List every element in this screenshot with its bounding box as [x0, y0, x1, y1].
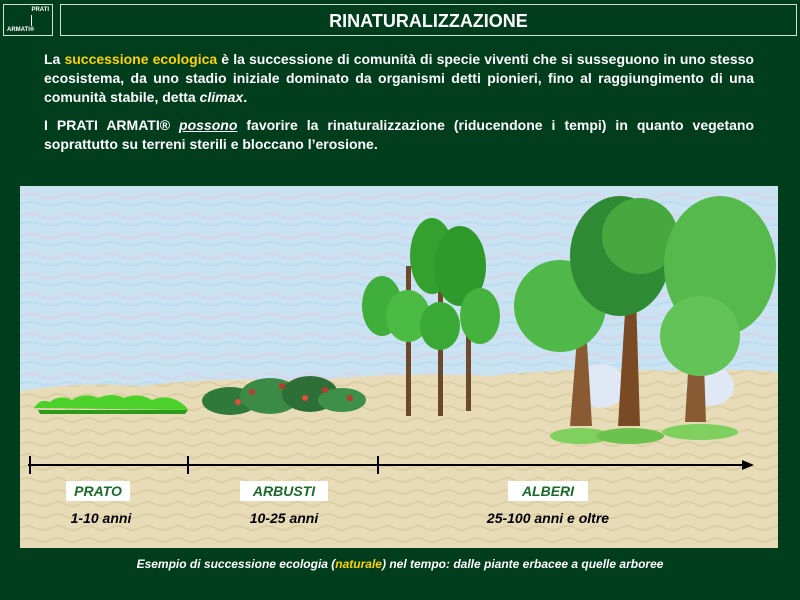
logo-line-1: PRATI [31, 7, 49, 13]
stage-period-prato: 1-10 anni [70, 510, 132, 526]
stage-label-prato: PRATO [66, 481, 130, 501]
logo-line-2: ARMATI® [7, 27, 35, 33]
caption-end: ) nel tempo: dalle piante erbacee a quelle arboree [381, 557, 664, 571]
stage-period-alberi: 25-100 anni e oltre [486, 510, 610, 526]
stage-period-arbusti: 10-25 anni [249, 510, 319, 526]
succession-illustration [20, 186, 778, 548]
caption-start: Esempio di successione ecologia ( [136, 557, 336, 571]
logo-divider [31, 15, 32, 26]
stage-label-alberi: ALBERI [508, 481, 588, 501]
figure-caption [0, 557, 800, 571]
p1-start: La [44, 51, 65, 67]
p1-highlight: successione ecologica [64, 51, 218, 67]
p1-rest: è la successione di comunità di specie viventi che si susseguono in uno stesso ecosistema, da uno stadio iniziale dominato da organismi detti pionieri, fino al raggiungimento di una comunità stabile, detta [44, 51, 754, 105]
p2-rest: favorire la rinaturalizzazione (riducendone i tempi) in quanto vegetano soprattutto su terreni sterili e bloccano l’erosione. [44, 117, 754, 152]
p1-term: climax [199, 89, 244, 105]
caption-highlight: naturale [335, 557, 382, 571]
intro-paragraph-2 [44, 116, 754, 154]
logo [3, 4, 53, 36]
p2-start: I PRATI ARMATI® [44, 117, 180, 133]
stage-label-arbusti: ARBUSTI [240, 481, 328, 501]
page-title: RINATURALIZZAZIONE [60, 4, 797, 36]
p2-emphasis: possono [179, 117, 238, 133]
p1-end: . [243, 89, 248, 105]
landscape-drawing [20, 186, 778, 548]
intro-paragraph-1 [44, 50, 754, 107]
